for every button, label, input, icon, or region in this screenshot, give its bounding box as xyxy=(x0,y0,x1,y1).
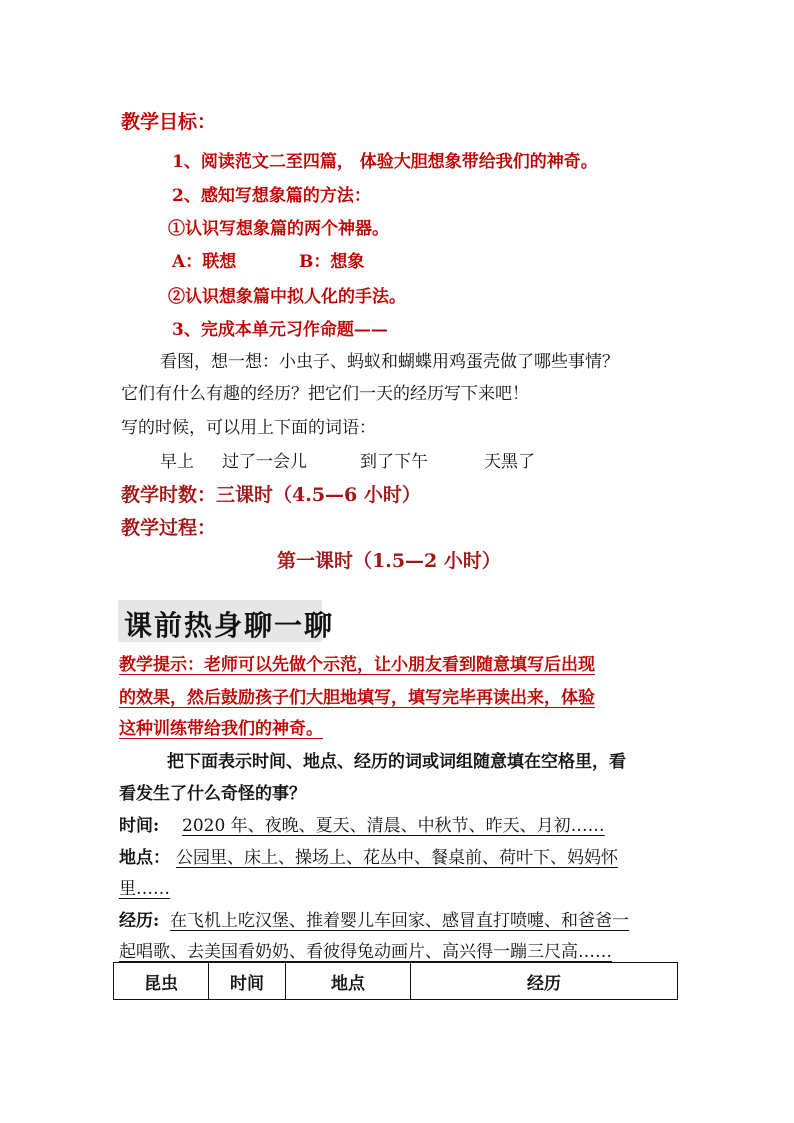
objective-item-3: 3、完成本单元习作命题—— xyxy=(172,320,388,340)
objective-item-2a-a: A：联想 xyxy=(172,252,237,272)
experience-values-line-2: 起唱歌、去美国看奶奶、看彼得兔动画片、高兴得一蹦三尺高…… xyxy=(119,942,612,962)
table-header-experience: 经历 xyxy=(411,963,678,1000)
teaching-process: 教学过程： xyxy=(121,517,217,539)
teaching-tip-line-3: 这种训练带给我们的神奇。 xyxy=(119,719,323,739)
teaching-hours: 教学时数：三课时（4.5—6 小时） xyxy=(121,484,421,506)
place-values-line-1: 公园里、床上、操场上、花丛中、餐桌前、荷叶下、妈妈怀 xyxy=(176,848,618,868)
warmup-heading: 课前热身聊一聊 xyxy=(124,609,335,642)
objective-item-2a: ①认识写想象篇的两个神器。 xyxy=(168,219,389,239)
place-label: 地点： xyxy=(119,848,170,868)
objective-item-2: 2、感知写想象篇的方法： xyxy=(172,186,371,206)
experience-label: 经历: xyxy=(119,911,160,931)
experience-values-line-1: 在飞机上吃汉堡、推着婴儿车回家、感冒直打喷嚏、和爸爸一 xyxy=(170,911,629,931)
table-header-place: 地点 xyxy=(286,963,411,1000)
prompt-line-2: 它们有什么有趣的经历？把它们一天的经历写下来吧！ xyxy=(121,384,529,404)
time-label: 时间: xyxy=(119,816,160,836)
instructions-line-1: 把下面表示时间、地点、经历的词或词组随意填在空格里，看 xyxy=(167,752,626,772)
time-values: 2020 年、夜晚、夏天、清晨、中秋节、昨天、月初…… xyxy=(182,816,605,836)
prompt-line-3: 写的时候，可以用上下面的词语： xyxy=(121,418,376,438)
prompt-word-1: 早上 xyxy=(160,452,194,472)
prompt-line-1: 看图，想一想：小虫子、蚂蚁和蝴蝶用鸡蛋壳做了哪些事情？ xyxy=(160,352,619,372)
objectives-heading: 教学目标： xyxy=(121,111,217,133)
prompt-word-3: 到了下午 xyxy=(360,452,428,472)
objective-item-2a-b: B：想象 xyxy=(299,252,365,272)
objective-item-2b: ②认识想象篇中拟人化的手法。 xyxy=(168,287,406,307)
teaching-tip-line-1: 教学提示：老师可以先做个示范，让小朋友看到随意填写后出现 xyxy=(119,655,595,675)
fill-in-table xyxy=(113,962,678,1000)
table-header-time: 时间 xyxy=(209,963,286,1000)
instructions-line-2: 看发生了什么奇怪的事？ xyxy=(119,784,306,804)
teaching-tip-line-2: 的效果，然后鼓励孩子们大胆地填写，填写完毕再读出来，体验 xyxy=(119,688,595,708)
table-header-row xyxy=(114,963,678,1000)
table-header-insect: 昆虫 xyxy=(114,963,209,1000)
place-values-line-2: 里…… xyxy=(119,879,170,899)
objective-item-1: 1、阅读范文二至四篇， 体验大胆想象带给我们的神奇。 xyxy=(172,152,598,172)
prompt-word-2: 过了一会儿 xyxy=(222,452,307,472)
prompt-word-4: 天黑了 xyxy=(484,452,535,472)
lesson-one-heading: 第一课时（1.5—2 小时） xyxy=(277,550,501,572)
